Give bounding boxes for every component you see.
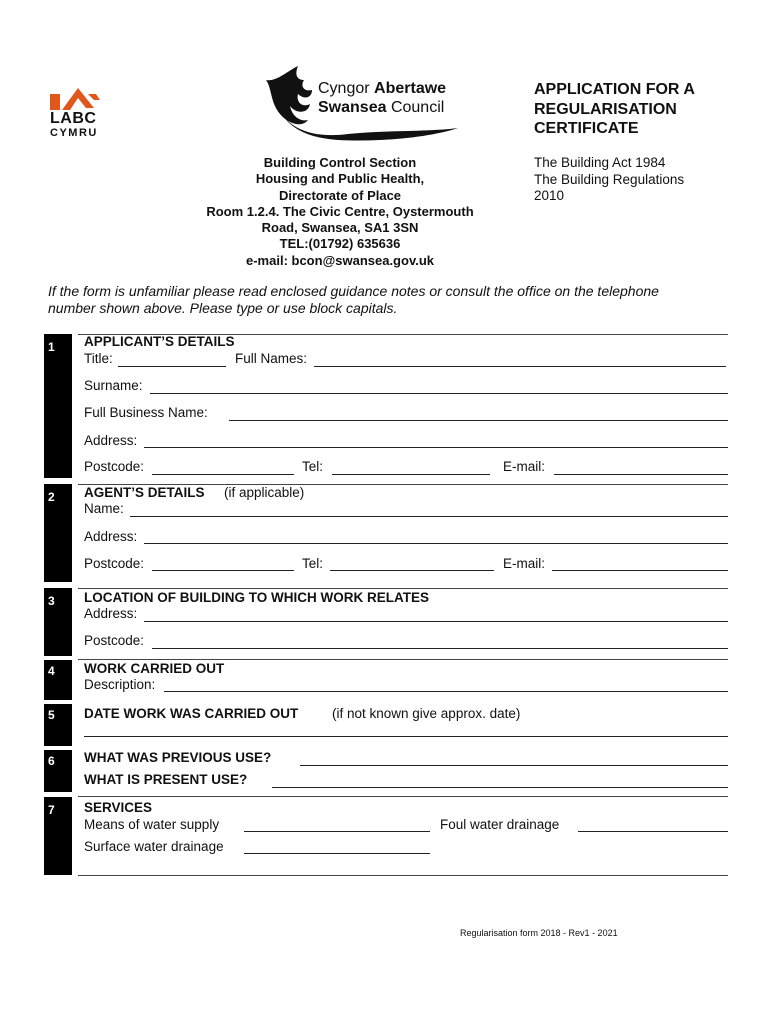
form-revision-footer: Regularisation form 2018 - Rev1 - 2021	[460, 928, 618, 938]
title-line2: REGULARISATION	[534, 100, 677, 118]
email-field[interactable]	[554, 474, 728, 475]
agent-tel-field[interactable]	[330, 570, 494, 571]
labc-line2: CYMRU	[50, 127, 98, 139]
act-line3: 2010	[534, 188, 565, 203]
agent-email-label: E-mail:	[503, 556, 546, 571]
section-1-heading: APPLICANT’S DETAILS	[84, 334, 235, 349]
business-name-field[interactable]	[229, 420, 728, 421]
act-line2: The Building Regulations	[534, 171, 685, 187]
date-work-field[interactable]	[84, 736, 728, 737]
building-address-field[interactable]	[144, 621, 728, 622]
address-line7: e-mail: bcon@swansea.gov.uk	[246, 252, 434, 268]
surname-label: Surname:	[84, 378, 143, 393]
labc-wordmark	[50, 112, 98, 140]
office-address	[170, 155, 510, 269]
agent-name-label: Name:	[84, 501, 124, 516]
water-supply-field[interactable]	[244, 831, 430, 832]
title-label: Title:	[84, 351, 113, 366]
building-postcode-label: Postcode:	[84, 633, 145, 648]
section-2-heading: AGENT’S DETAILS	[84, 485, 205, 500]
section-divider	[78, 588, 728, 589]
section-divider	[78, 659, 728, 660]
address-line4: Room 1.2.4. The Civic Centre, Oystermouth	[206, 203, 474, 219]
address-line2: Housing and Public Health,	[255, 171, 425, 187]
section-5-number: 5	[48, 708, 55, 722]
council-name	[318, 79, 446, 117]
foul-drainage-label: Foul water drainage	[440, 817, 560, 832]
section-3-number: 3	[48, 594, 55, 608]
foul-drainage-field[interactable]	[578, 831, 728, 832]
agent-address-label: Address:	[84, 529, 138, 544]
agent-tel-label: Tel:	[302, 556, 324, 571]
agent-email-field[interactable]	[552, 570, 728, 571]
section-2-heading-note: (if applicable)	[224, 485, 305, 500]
intro-instructions	[48, 283, 738, 317]
address-line3: Directorate of Place	[278, 187, 402, 203]
previous-use-field[interactable]	[300, 765, 728, 766]
description-field[interactable]	[164, 691, 728, 692]
present-use-field[interactable]	[272, 787, 728, 788]
address-line5: Road, Swansea, SA1 3SN	[261, 220, 419, 236]
previous-use-label: WHAT WAS PREVIOUS USE?	[84, 750, 272, 765]
intro-line2: number shown above. Please type or use block capitals.	[48, 300, 398, 316]
agent-postcode-field[interactable]	[152, 570, 294, 571]
email-label: E-mail:	[503, 459, 546, 474]
labc-line1: LABC	[50, 110, 97, 127]
acts-reference	[534, 155, 684, 205]
tel-field[interactable]	[332, 474, 490, 475]
council-welsh-name: Abertawe	[374, 80, 447, 97]
section-5-heading: DATE WORK WAS CARRIED OUT	[84, 706, 299, 721]
title-line1: APPLICATION FOR A	[534, 81, 695, 98]
section-6-number: 6	[48, 754, 55, 768]
postcode-field[interactable]	[152, 474, 294, 475]
council-english-name: Swansea	[318, 99, 387, 116]
agent-postcode-label: Postcode:	[84, 556, 145, 571]
council-english-suffix: Council	[390, 99, 445, 116]
section-5-heading-note: (if not known give approx. date)	[332, 706, 521, 721]
business-name-label: Full Business Name:	[84, 405, 208, 420]
postcode-label: Postcode:	[84, 459, 145, 474]
title-field[interactable]	[118, 366, 226, 367]
title-line3: CERTIFICATE	[534, 120, 639, 137]
description-label: Description:	[84, 677, 156, 692]
full-names-label: Full Names:	[235, 351, 308, 366]
address-line1: Building Control Section	[263, 155, 417, 170]
section-7-number: 7	[48, 803, 55, 817]
agent-name-field[interactable]	[130, 516, 728, 517]
section-1-bar	[44, 334, 72, 478]
building-postcode-field[interactable]	[152, 648, 728, 649]
address-line6: TEL:(01792) 635636	[279, 236, 401, 252]
present-use-label: WHAT IS PRESENT USE?	[84, 772, 248, 787]
act-line1: The Building Act 1984	[534, 155, 666, 170]
surname-field[interactable]	[150, 393, 728, 394]
section-2-number: 2	[48, 490, 55, 504]
surface-drainage-field[interactable]	[244, 853, 430, 854]
intro-line1: If the form is unfamiliar please read enclosed guidance notes or consult the office on the telephone	[48, 283, 659, 299]
water-supply-label: Means of water supply	[84, 817, 220, 832]
section-divider	[78, 796, 728, 797]
page-title	[534, 80, 695, 139]
section-3-heading: LOCATION OF BUILDING TO WHICH WORK RELATES	[84, 590, 429, 605]
address-label: Address:	[84, 433, 138, 448]
section-4-heading: WORK CARRIED OUT	[84, 661, 225, 676]
council-welsh-prefix: Cyngor	[318, 80, 370, 97]
surface-drainage-label: Surface water drainage	[84, 839, 224, 854]
section-1-number: 1	[48, 340, 55, 354]
address-field[interactable]	[144, 447, 728, 448]
section-7-heading: SERVICES	[84, 800, 153, 815]
full-names-field[interactable]	[314, 366, 726, 367]
building-address-label: Address:	[84, 606, 138, 621]
tel-label: Tel:	[302, 459, 324, 474]
section-4-number: 4	[48, 664, 55, 678]
section-divider	[78, 875, 728, 876]
agent-address-field[interactable]	[144, 543, 728, 544]
